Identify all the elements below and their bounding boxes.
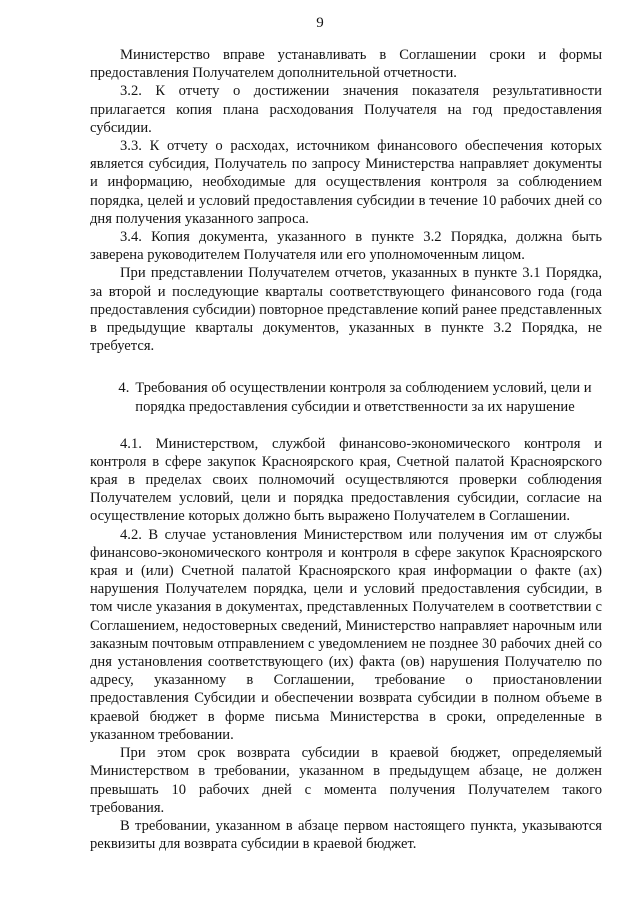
section-4-title: Требования об осуществлении контроля за соблюдением условий, цели и порядка предоставления субсидии и ответственности за их нарушение [135, 380, 592, 416]
paragraph-4-1: 4.1. Министерством, службой финансово-экономического контроля и контроля в сфере закупок Красноярского края, Счетной палатой Красноярского края в пределах своих полномочий осуществляются проверки соблюдения Получателем условий, цели и порядка предоставления субсидии, согласие на осуществление которых должно быть выражено Получателем в Соглашении. [90, 435, 602, 525]
paragraph-4-2: 4.2. В случае установления Министерством или получения им от службы финансово-экономического контроля и контроля в сфере закупок Красноярского края и (или) Счетной палатой Красноярского края информации о факте (ах) нарушения Получателем порядка, цели и условий предоставления субсидии, в том числе указания в документах, представленных Получателем в соответствии с Соглашением, недостоверных сведений, Министерство направляет нарочным или заказным почтовым отправлением с уведомлением не позднее 30 рабочих дней со дня установления соответствующего (их) факта (ов) нарушения Получателю по адресу, указанному в Соглашении, требование о приостановлении предоставления Субсидии и обеспечении возврата субсидии в полном объеме в краевой бюджет в форме письма Министерства в сроки, определенные в указанном требовании. [90, 526, 602, 743]
paragraph-3-3: 3.3. К отчету о расходах, источником финансового обеспечения которых является субсидия, Получатель по запросу Министерства направляет документы и информацию, необходимые для осуществления контроля за соблюдением порядка, целей и условий предоставления субсидии в течение 10 рабочих дней со дня получения указанного запроса. [90, 138, 602, 227]
paragraph-additional-reporting: Министерство вправе устанавливать в Соглашении сроки и формы предоставления Получателем дополнительной отчетности. [90, 47, 602, 82]
section-4-heading [90, 379, 602, 416]
paragraph-3-2: 3.2. К отчету о достижении значения показателя результативности прилагается копия плана расходования Получателя на год предоставления субсидии. [90, 83, 602, 136]
paragraph-refund-deadline: При этом срок возврата субсидии в краевой бюджет, определяемый Министерством в требовании, указанном в предыдущем абзаце, не должен превышать 10 рабочих дней с момента получения Получателем такого требования. [90, 745, 602, 816]
paragraph-3-4: 3.4. Копия документа, указанного в пункте 3.2 Порядка, должна быть заверена руководителем Получателя или его уполномоченным лицом. [90, 229, 602, 264]
page-number: 9 [316, 15, 324, 31]
paragraph-reports-note: При представлении Получателем отчетов, указанных в пункте 3.1 Порядка, за второй и последующие кварталы соответствующего финансового года (года предоставления субсидии) повторное представление копий ранее представленных в предыдущие кварталы документов, указанных в пункте 3.2 Порядка, не требуется. [90, 265, 602, 355]
document-body [90, 46, 602, 853]
section-4-number: 4. [118, 380, 130, 397]
paragraph-refund-details: В требовании, указанном в абзаце первом настоящего пункта, указываются реквизиты для возврата субсидии в краевой бюджет. [90, 817, 602, 853]
